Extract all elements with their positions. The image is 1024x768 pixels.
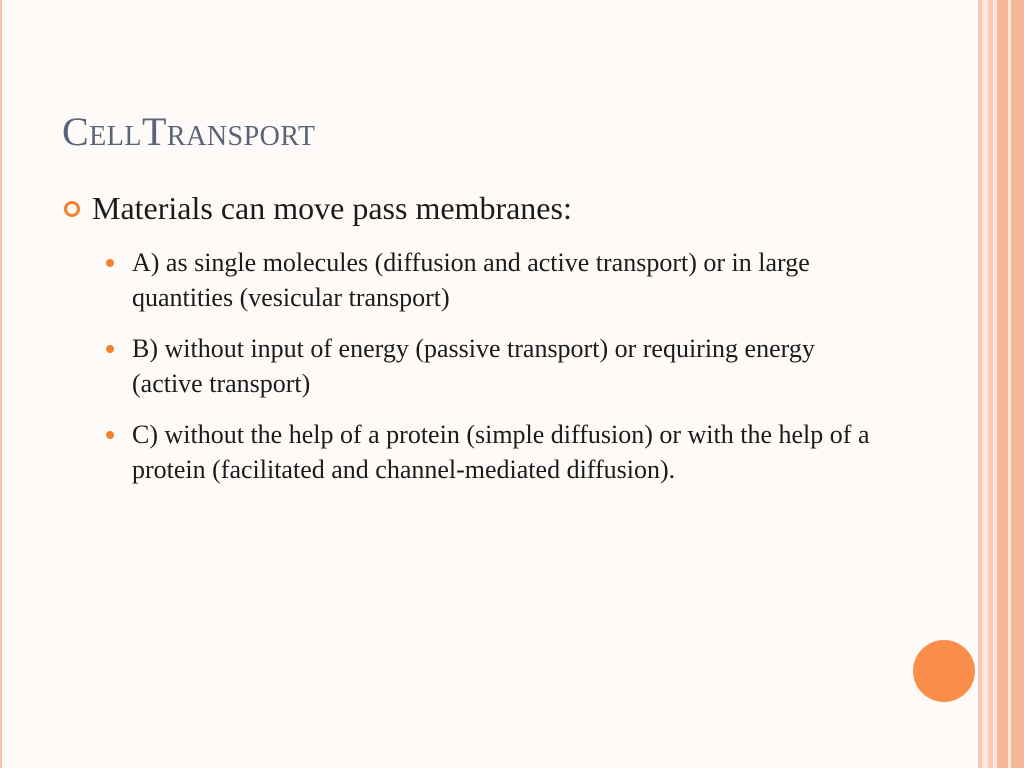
right-stripe xyxy=(1011,0,1024,768)
slide-title: CellTransport xyxy=(62,109,316,154)
hollow-circle-icon xyxy=(64,201,80,217)
sub-bullet-item xyxy=(106,331,894,401)
filled-dot-icon xyxy=(106,431,114,439)
left-border-stripe xyxy=(0,0,2,768)
sub-bullet-item xyxy=(106,245,894,315)
decorative-circle xyxy=(913,640,975,702)
bullet-text: Materials can move pass membranes: xyxy=(92,190,572,226)
sub-bullet-text: B) without input of energy (passive transport) or requiring energy (active transport) xyxy=(132,334,815,398)
bullet-item xyxy=(64,185,894,231)
filled-dot-icon xyxy=(106,345,114,353)
sub-bullet-item xyxy=(106,417,894,487)
slide-body xyxy=(64,185,894,487)
sub-bullet-text: A) as single molecules (diffusion and active transport) or in large quantities (vesicular transport) xyxy=(132,248,810,312)
right-stripe xyxy=(997,0,1008,768)
filled-dot-icon xyxy=(106,259,114,267)
sub-bullet-text: C) without the help of a protein (simple diffusion) or with the help of a protein (facilitated and channel-mediated diffusion). xyxy=(132,420,870,484)
